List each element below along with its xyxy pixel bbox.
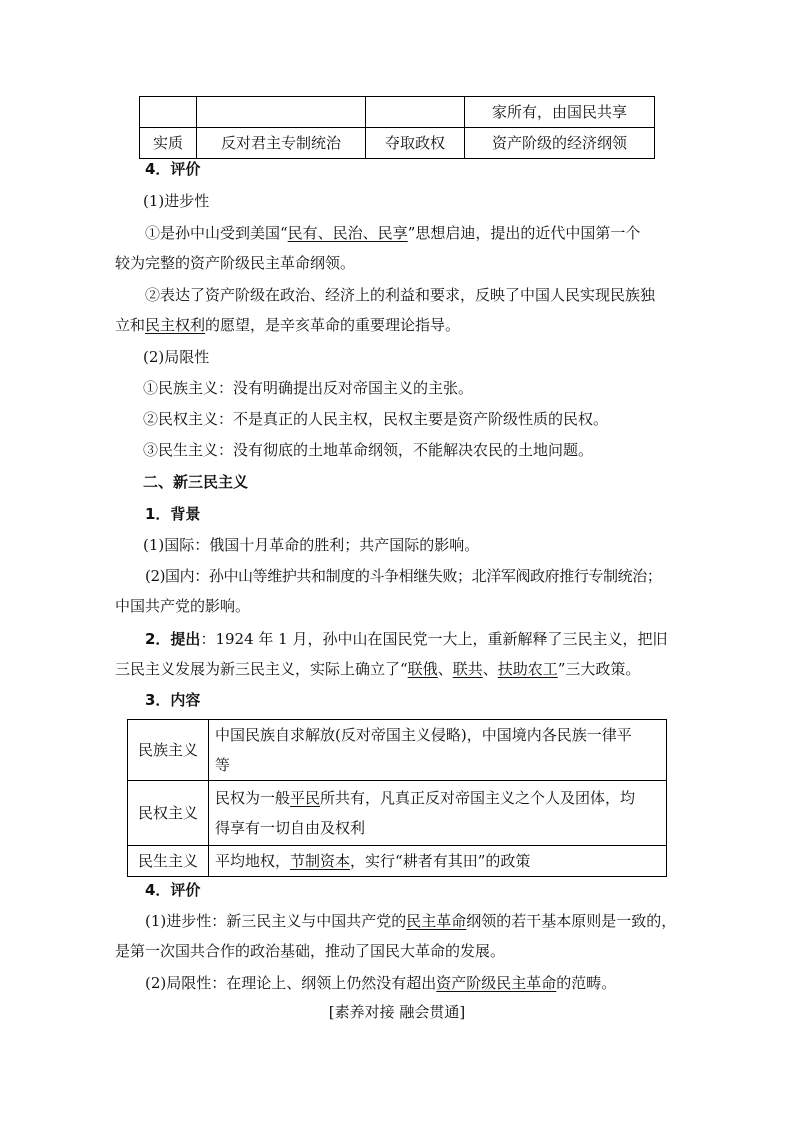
- eval-heading: 4．评价: [145, 160, 201, 178]
- table-cell: 实质: [140, 128, 197, 159]
- limit-item: ①民族主义：没有明确提出反对帝国主义的主张。: [143, 379, 474, 397]
- row-label: 民权主义: [128, 781, 209, 846]
- underlined-term: 民主权利: [145, 316, 206, 334]
- underlined-term: 民有、民治、民享: [287, 224, 408, 242]
- underlined-term: 联俄: [407, 660, 438, 678]
- footer-banner: [素养对接 融会贯通]: [328, 1003, 466, 1021]
- table-row: [128, 781, 667, 846]
- section-title: 二、新三民主义: [143, 473, 249, 491]
- eval-paragraph-3: (1)进步性：新三民主义与中国共产党的民主革命纲领的若干基本原则是一致的， 是第一次国共合作的政治基础，推动了国民大革命的发展。: [115, 912, 677, 960]
- limit-item: ②民权主义：不是真正的人民主权，民权主要是资产阶级性质的民权。: [143, 410, 609, 428]
- progress-label: (1)进步性: [143, 192, 210, 210]
- row-label: 民生主义: [128, 846, 209, 877]
- eval-paragraph-1: ①是孙中山受到美国“民有、民治、民享”思想启迪，提出的近代中国第一个 较为完整的资产阶级民主革命纲领。: [115, 224, 641, 272]
- eval-paragraph-4: (2)局限性：在理论上、纲领上仍然没有超出资产阶级民主革命的范畴。: [145, 974, 617, 992]
- underlined-term: 资产阶级民主革命: [436, 974, 557, 992]
- table-cell: [140, 97, 197, 128]
- table-cell: [197, 97, 366, 128]
- table-cell: 反对君主专制统治: [197, 128, 366, 159]
- eval-paragraph-2: ②表达了资产阶级在政治、经济上的利益和要求，反映了中国人民实现民族独 立和民主权利的愿望，是辛亥革命的重要理论指导。: [115, 286, 656, 334]
- limit-label: (2)局限性: [143, 348, 210, 366]
- underlined-term: 民主革命: [406, 912, 467, 930]
- table-cell: 民权为一般平民所共有，凡真正反对帝国主义之个人及团体，均 得享有一切自由及权利: [209, 781, 667, 846]
- eval-heading: 4．评价: [145, 881, 201, 899]
- background-item: (1)国际：俄国十月革命的胜利；共产国际的影响。: [143, 536, 480, 554]
- limit-item: ③民生主义：没有彻底的土地革命纲领，不能解决农民的土地问题。: [143, 441, 594, 459]
- table-cell: 家所有，由国民共享: [465, 97, 655, 128]
- table-row: [128, 846, 667, 877]
- table-row: [128, 720, 667, 781]
- underlined-term: 联共: [452, 660, 483, 678]
- table-row: [140, 128, 655, 159]
- table-row: [140, 97, 655, 128]
- row-label: 民族主义: [128, 720, 209, 781]
- underlined-term: 扶助农工: [497, 660, 558, 678]
- table-cell: 夺取政权: [366, 128, 465, 159]
- table-cell: 资产阶级的经济纲领: [465, 128, 655, 159]
- content-heading: 3．内容: [145, 691, 201, 709]
- underlined-term: 节制资本: [290, 852, 351, 870]
- table-cell: 平均地权，节制资本，实行“耕者有其田”的政策: [209, 846, 667, 877]
- background-heading: 1．背景: [145, 505, 201, 523]
- propose-paragraph: 2．提出：1924 年 1 月，孙中山在国民党一大上，重新解释了三民主义，把旧 三民主义发展为新三民主义，实际上确立了“联俄、联共、扶助农工”三大政策。: [115, 630, 668, 678]
- underlined-term: 平民: [290, 789, 321, 807]
- background-item: (2)国内：孙中山等维护共和制度的斗争相继失败；北洋军阀政府推行专制统治； 中国共产党的影响。: [115, 567, 662, 615]
- top-table: [139, 96, 655, 159]
- table-cell: 中国民族自求解放(反对帝国主义侵略)，中国境内各民族一律平 等: [209, 720, 667, 781]
- table-cell: [366, 97, 465, 128]
- content-table: [127, 719, 667, 877]
